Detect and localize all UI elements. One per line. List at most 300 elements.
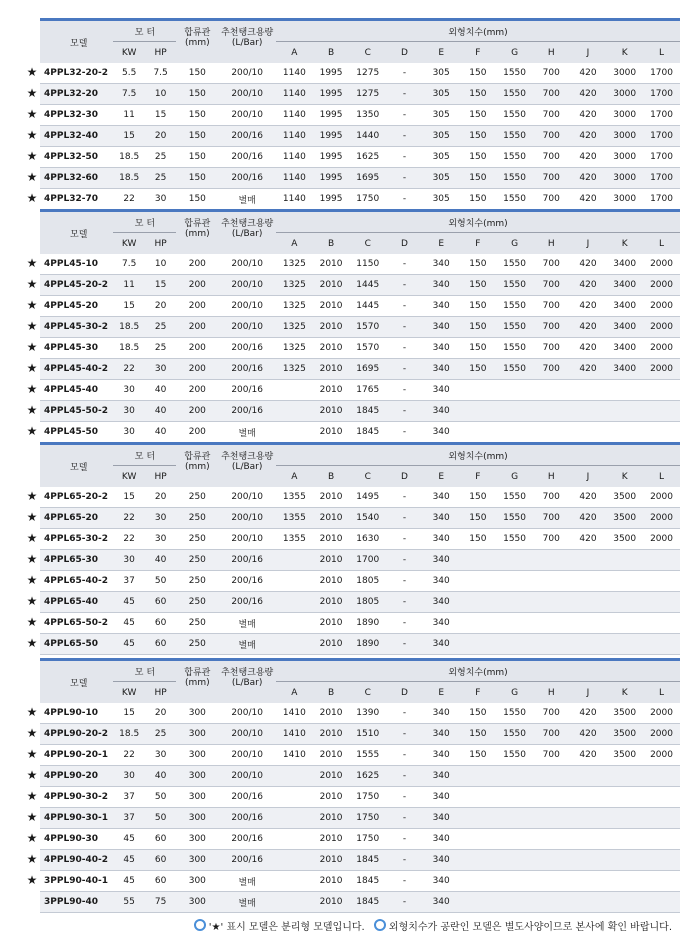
spec-cell: 250: [176, 613, 218, 634]
spec-cell: 10: [145, 84, 176, 105]
separable-star-icon: ★: [26, 361, 38, 375]
spec-cell: [533, 808, 570, 829]
header-pipe-unit: (mm): [185, 462, 210, 472]
spec-cell: 420: [570, 508, 607, 529]
spec-cell: 7.5: [113, 254, 144, 275]
spec-cell: -: [386, 63, 423, 84]
spec-cell: [276, 613, 313, 634]
spec-cell: 2010: [313, 296, 350, 317]
table-row: [40, 592, 680, 613]
spec-cell: 2010: [313, 317, 350, 338]
spec-cell: 3000: [606, 147, 643, 168]
spec-cell: 700: [533, 359, 570, 380]
spec-cell: [496, 634, 533, 655]
spec-cell: 200/16: [218, 401, 276, 422]
header-dim-d: D: [386, 682, 423, 704]
spec-cell: 420: [570, 703, 607, 724]
spec-cell: 340: [423, 550, 460, 571]
spec-cell: 150: [176, 105, 218, 126]
header-pipe: [176, 20, 218, 64]
spec-cell: 200: [176, 401, 218, 422]
header-dim-l: L: [643, 42, 680, 64]
spec-cell: [460, 422, 497, 443]
spec-cell: 1355: [276, 529, 313, 550]
spec-cell: 2000: [643, 745, 680, 766]
spec-cell: 300: [176, 724, 218, 745]
table-row: [40, 359, 680, 380]
spec-cell: 305: [423, 63, 460, 84]
spec-cell: 1890: [349, 613, 386, 634]
model-name: 4PPL32-50: [40, 147, 113, 168]
spec-cell: [276, 592, 313, 613]
spec-cell: 1995: [313, 63, 350, 84]
separable-star-icon: ★: [26, 831, 38, 845]
table-row: [40, 787, 680, 808]
header-dim-c: C: [349, 682, 386, 704]
spec-cell: [643, 766, 680, 787]
model-name: 4PPL90-40-2: [40, 850, 113, 871]
spec-cell: 2000: [643, 317, 680, 338]
spec-cell: 1550: [496, 359, 533, 380]
spec-cell: 420: [570, 487, 607, 508]
spec-cell: 1845: [349, 871, 386, 892]
spec-cell: 420: [570, 105, 607, 126]
spec-cell: 22: [113, 529, 144, 550]
spec-cell: [643, 571, 680, 592]
separable-star-icon: ★: [26, 705, 38, 719]
header-model: 모델: [40, 211, 113, 255]
spec-cell: 150: [460, 529, 497, 550]
spec-cell: 2010: [313, 766, 350, 787]
header-tank: [218, 20, 276, 64]
spec-cell: 305: [423, 168, 460, 189]
spec-cell: 200: [176, 296, 218, 317]
spec-cell: 2010: [313, 592, 350, 613]
model-name: 4PPL65-30-2: [40, 529, 113, 550]
spec-cell: 별매: [218, 871, 276, 892]
model-name: 4PPL45-20: [40, 296, 113, 317]
spec-cell: 1750: [349, 787, 386, 808]
spec-cell: [606, 592, 643, 613]
spec-cell: 30: [113, 422, 144, 443]
spec-cell: -: [386, 724, 423, 745]
spec-cell: 30: [145, 189, 176, 210]
table-row: [40, 850, 680, 871]
spec-cell: [460, 634, 497, 655]
spec-cell: [570, 592, 607, 613]
spec-cell: 340: [423, 766, 460, 787]
spec-cell: 1750: [349, 808, 386, 829]
spec-cell: 1845: [349, 850, 386, 871]
header-pipe-label: 합류관: [184, 219, 211, 229]
spec-cell: 200/16: [218, 829, 276, 850]
spec-cell: 15: [145, 105, 176, 126]
spec-cell: 1700: [643, 189, 680, 210]
header-dim-f: F: [460, 233, 497, 255]
spec-cell: 150: [460, 105, 497, 126]
model-name: 4PPL45-40: [40, 380, 113, 401]
table-row: [40, 703, 680, 724]
spec-cell: [533, 592, 570, 613]
spec-cell: 420: [570, 189, 607, 210]
header-tank-unit: (L/Bar): [231, 229, 263, 239]
separable-star-icon: ★: [26, 810, 38, 824]
spec-cell: [533, 850, 570, 871]
spec-cell: 18.5: [113, 168, 144, 189]
spec-cell: 250: [176, 634, 218, 655]
spec-cell: 150: [460, 296, 497, 317]
spec-cell: -: [386, 787, 423, 808]
spec-cell: 1140: [276, 147, 313, 168]
spec-cell: 150: [176, 63, 218, 84]
spec-cell: 200: [176, 338, 218, 359]
header-dim-b: B: [313, 233, 350, 255]
header-dim-k: K: [606, 42, 643, 64]
model-name: 4PPL65-40-2: [40, 571, 113, 592]
header-dim-h: H: [533, 466, 570, 488]
header-tank-unit: (L/Bar): [231, 38, 263, 48]
spec-cell: 별매: [218, 422, 276, 443]
separable-star-icon: ★: [26, 424, 38, 438]
separable-star-icon: ★: [26, 298, 38, 312]
spec-cell: 340: [423, 571, 460, 592]
spec-cell: 250: [176, 508, 218, 529]
spec-cell: 2010: [313, 892, 350, 913]
spec-cell: 2010: [313, 871, 350, 892]
spec-cell: [276, 766, 313, 787]
spec-cell: -: [386, 317, 423, 338]
spec-cell: 50: [145, 571, 176, 592]
spec-cell: 420: [570, 84, 607, 105]
spec-cell: [533, 829, 570, 850]
header-dim-a: A: [276, 682, 313, 704]
spec-cell: [496, 871, 533, 892]
spec-cell: 1550: [496, 84, 533, 105]
spec-cell: 45: [113, 613, 144, 634]
spec-cell: 340: [423, 254, 460, 275]
spec-cell: 25: [145, 724, 176, 745]
spec-cell: 700: [533, 105, 570, 126]
header-dim-b: B: [313, 42, 350, 64]
spec-cell: -: [386, 571, 423, 592]
spec-cell: 18.5: [113, 147, 144, 168]
separable-star-icon: ★: [26, 277, 38, 291]
spec-cell: -: [386, 592, 423, 613]
spec-cell: [496, 766, 533, 787]
spec-cell: 1550: [496, 63, 533, 84]
header-motor: 모 터: [113, 444, 176, 466]
header-tank: [218, 211, 276, 255]
spec-cell: 3000: [606, 105, 643, 126]
separable-star-icon: ★: [26, 789, 38, 803]
spec-cell: 60: [145, 634, 176, 655]
header-hp: HP: [145, 233, 176, 255]
spec-cell: 40: [145, 422, 176, 443]
spec-cell: 200/16: [218, 359, 276, 380]
spec-cell: 1995: [313, 168, 350, 189]
separable-star-icon: ★: [26, 768, 38, 782]
spec-cell: 1325: [276, 275, 313, 296]
spec-cell: 3500: [606, 703, 643, 724]
spec-cell: [606, 613, 643, 634]
spec-cell: [606, 634, 643, 655]
spec-cell: 1550: [496, 168, 533, 189]
spec-cell: 2010: [313, 254, 350, 275]
table-row: [40, 571, 680, 592]
header-pipe: [176, 660, 218, 704]
spec-cell: [496, 401, 533, 422]
spec-cell: -: [386, 84, 423, 105]
spec-cell: 7.5: [113, 84, 144, 105]
spec-cell: 340: [423, 275, 460, 296]
spec-cell: 340: [423, 787, 460, 808]
header-dim-h: H: [533, 233, 570, 255]
spec-cell: 700: [533, 275, 570, 296]
spec-cell: 150: [460, 254, 497, 275]
spec-cell: 700: [533, 254, 570, 275]
header-hp: HP: [145, 42, 176, 64]
spec-cell: 150: [176, 168, 218, 189]
spec-cell: [276, 422, 313, 443]
spec-cell: 420: [570, 254, 607, 275]
spec-cell: 420: [570, 126, 607, 147]
spec-cell: 1550: [496, 529, 533, 550]
spec-cell: 420: [570, 296, 607, 317]
spec-cell: 700: [533, 147, 570, 168]
spec-cell: 150: [460, 189, 497, 210]
header-tank-unit: (L/Bar): [231, 678, 263, 688]
table-row: [40, 275, 680, 296]
table-row: [40, 550, 680, 571]
spec-cell: 18.5: [113, 317, 144, 338]
spec-cell: 37: [113, 571, 144, 592]
header-dim-a: A: [276, 466, 313, 488]
spec-cell: 1550: [496, 508, 533, 529]
spec-cell: 60: [145, 592, 176, 613]
spec-cell: -: [386, 254, 423, 275]
spec-cell: 420: [570, 338, 607, 359]
spec-cell: -: [386, 168, 423, 189]
table-row: [40, 84, 680, 105]
spec-cell: [533, 401, 570, 422]
spec-cell: 700: [533, 189, 570, 210]
table-row: [40, 871, 680, 892]
spec-cell: 200/10: [218, 254, 276, 275]
spec-cell: [496, 571, 533, 592]
model-name: 4PPL32-30: [40, 105, 113, 126]
table-row: [40, 487, 680, 508]
spec-cell: [570, 892, 607, 913]
spec-cell: 150: [460, 84, 497, 105]
spec-cell: 420: [570, 317, 607, 338]
spec-cell: 3500: [606, 487, 643, 508]
header-dim-g: G: [496, 233, 533, 255]
spec-cell: 1550: [496, 745, 533, 766]
spec-cell: 2010: [313, 508, 350, 529]
spec-cell: 1700: [643, 147, 680, 168]
spec-cell: -: [386, 613, 423, 634]
spec-cell: 300: [176, 871, 218, 892]
spec-cell: 2010: [313, 422, 350, 443]
model-name: 4PPL65-50-2: [40, 613, 113, 634]
spec-table: [40, 209, 680, 443]
spec-cell: 60: [145, 829, 176, 850]
header-dim-d: D: [386, 466, 423, 488]
spec-cell: 200/16: [218, 126, 276, 147]
spec-cell: 40: [145, 380, 176, 401]
header-dim-d: D: [386, 233, 423, 255]
spec-cell: 1995: [313, 147, 350, 168]
spec-cell: [460, 613, 497, 634]
spec-cell: [570, 787, 607, 808]
spec-cell: -: [386, 126, 423, 147]
spec-cell: 200/10: [218, 317, 276, 338]
spec-cell: 2010: [313, 380, 350, 401]
header-model: 모델: [40, 660, 113, 704]
spec-cell: [276, 829, 313, 850]
spec-cell: 1410: [276, 724, 313, 745]
spec-cell: [276, 787, 313, 808]
spec-cell: [496, 380, 533, 401]
spec-cell: [606, 871, 643, 892]
spec-cell: 340: [423, 871, 460, 892]
spec-cell: [570, 613, 607, 634]
spec-cell: 20: [145, 126, 176, 147]
spec-cell: 30: [145, 508, 176, 529]
header-dimensions: 외형치수(mm): [276, 20, 680, 42]
header-dimensions: 외형치수(mm): [276, 211, 680, 233]
spec-cell: 10: [145, 254, 176, 275]
spec-cell: 25: [145, 168, 176, 189]
spec-cell: -: [386, 380, 423, 401]
header-dim-j: J: [570, 42, 607, 64]
spec-cell: 200/16: [218, 571, 276, 592]
spec-cell: 11: [113, 105, 144, 126]
spec-cell: 150: [176, 84, 218, 105]
spec-cell: 60: [145, 850, 176, 871]
spec-cell: 1995: [313, 126, 350, 147]
spec-cell: 1750: [349, 829, 386, 850]
header-pipe: [176, 211, 218, 255]
spec-cell: -: [386, 892, 423, 913]
model-name: 4PPL45-30: [40, 338, 113, 359]
spec-cell: [570, 571, 607, 592]
spec-cell: -: [386, 745, 423, 766]
spec-cell: 340: [423, 703, 460, 724]
spec-cell: [643, 808, 680, 829]
spec-cell: 45: [113, 850, 144, 871]
model-name: 4PPL65-30: [40, 550, 113, 571]
spec-cell: 700: [533, 703, 570, 724]
spec-cell: 2000: [643, 359, 680, 380]
table-row: [40, 634, 680, 655]
spec-cell: [606, 892, 643, 913]
header-dimensions: 외형치수(mm): [276, 660, 680, 682]
spec-cell: 305: [423, 105, 460, 126]
spec-cell: [606, 571, 643, 592]
header-dim-b: B: [313, 466, 350, 488]
spec-cell: [643, 892, 680, 913]
spec-cell: 2010: [313, 338, 350, 359]
spec-cell: 1390: [349, 703, 386, 724]
spec-cell: -: [386, 508, 423, 529]
spec-cell: 1845: [349, 422, 386, 443]
spec-cell: [496, 808, 533, 829]
spec-cell: 1550: [496, 126, 533, 147]
table-row: [40, 189, 680, 210]
header-dim-j: J: [570, 233, 607, 255]
spec-cell: 45: [113, 634, 144, 655]
spec-cell: 1410: [276, 703, 313, 724]
spec-cell: [533, 380, 570, 401]
spec-cell: [460, 550, 497, 571]
spec-cell: 1805: [349, 571, 386, 592]
spec-cell: [496, 550, 533, 571]
spec-cell: [643, 613, 680, 634]
separable-star-icon: ★: [26, 107, 38, 121]
model-name: 3PPL90-40-1: [40, 871, 113, 892]
spec-cell: 150: [460, 703, 497, 724]
spec-cell: 1325: [276, 296, 313, 317]
spec-cell: 200/10: [218, 766, 276, 787]
spec-cell: 15: [145, 275, 176, 296]
spec-cell: 150: [176, 147, 218, 168]
spec-cell: 340: [423, 745, 460, 766]
spec-cell: 340: [423, 317, 460, 338]
spec-cell: 3000: [606, 189, 643, 210]
separable-star-icon: ★: [26, 403, 38, 417]
model-name: 4PPL65-40: [40, 592, 113, 613]
spec-cell: 1695: [349, 359, 386, 380]
separable-star-icon: ★: [26, 594, 38, 608]
spec-table: [40, 18, 680, 210]
spec-cell: 22: [113, 359, 144, 380]
spec-cell: 340: [423, 592, 460, 613]
spec-cell: 3500: [606, 724, 643, 745]
spec-cell: 22: [113, 508, 144, 529]
spec-cell: 30: [145, 745, 176, 766]
header-tank-label: 추천탱크용량: [221, 219, 274, 229]
header-kw: KW: [113, 42, 144, 64]
header-pipe-label: 합류관: [184, 452, 211, 462]
spec-cell: 150: [460, 275, 497, 296]
spec-cell: -: [386, 766, 423, 787]
spec-cell: 22: [113, 189, 144, 210]
separable-star-icon: ★: [26, 489, 38, 503]
spec-cell: 300: [176, 745, 218, 766]
spec-cell: [643, 422, 680, 443]
spec-cell: [460, 850, 497, 871]
spec-cell: 30: [145, 359, 176, 380]
spec-cell: 2000: [643, 703, 680, 724]
spec-cell: 1355: [276, 508, 313, 529]
spec-cell: 340: [423, 338, 460, 359]
header-dim-d: D: [386, 42, 423, 64]
header-tank-unit: (L/Bar): [231, 462, 263, 472]
spec-cell: 200: [176, 275, 218, 296]
spec-cell: 200: [176, 254, 218, 275]
spec-cell: 40: [145, 550, 176, 571]
spec-cell: 200/16: [218, 168, 276, 189]
separable-star-icon: ★: [26, 531, 38, 545]
header-pipe-unit: (mm): [185, 38, 210, 48]
footer-note-blank-dims: 외형치수가 공란인 모델은 별도사양이므로 본사에 확인 바랍니다.: [388, 922, 672, 933]
spec-cell: 3500: [606, 529, 643, 550]
spec-cell: [570, 766, 607, 787]
header-dim-g: G: [496, 682, 533, 704]
model-name: 4PPL32-60: [40, 168, 113, 189]
spec-cell: 250: [176, 487, 218, 508]
